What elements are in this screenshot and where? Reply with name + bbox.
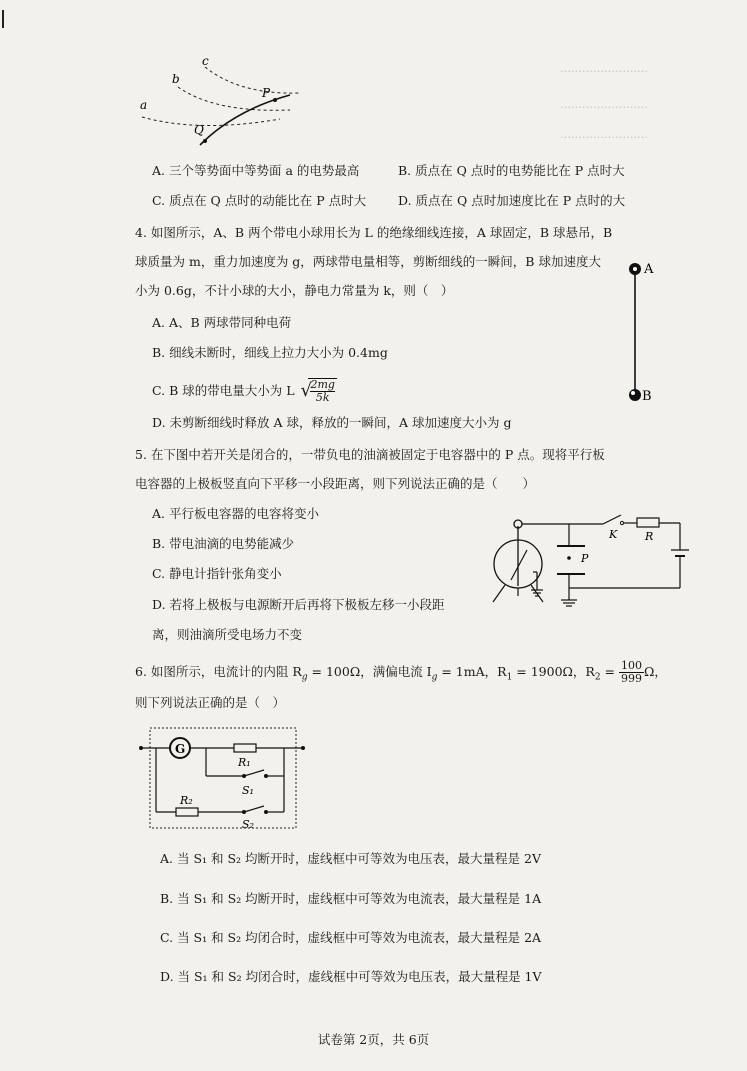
edge-mark [2, 10, 4, 28]
q4-option-b: B. 细线未断时，细线上拉力大小为 0.4mg [152, 345, 388, 360]
q6-stem-line2: 则下列说法正确的是（ ） [135, 695, 286, 710]
q3-option-d: D. 质点在 Q 点时加速度比在 P 点时的大 [398, 193, 626, 208]
q4-option-c [152, 378, 337, 405]
q5-option-a: A. 平行板电容器的电容将变小 [152, 506, 319, 521]
s1-label: S₁ [242, 784, 254, 797]
q4-option-d: D. 未剪断细线时释放 A 球，释放的一瞬间，A 球加速度大小为 g [152, 415, 512, 430]
q4-stem-line3: 小为 0.6g，不计小球的大小，静电力常量为 k，则（ ） [135, 283, 454, 298]
q6-sub-g: g [431, 672, 438, 683]
q3-option-b: B. 质点在 Q 点时的电势能比在 P 点时大 [398, 163, 625, 178]
q4-stem-line1: 4. 如图所示，A、B 两个带电小球用长为 L 的绝缘细线连接，A 球固定，B 球悬吊，B [135, 225, 613, 240]
q6-sub-2: 2 [594, 672, 601, 683]
ball-b-label: B [642, 389, 652, 404]
q5-stem-line2: 电容器的上极板竖直向下平移一小段距离，则下列说法正确的是（ ） [135, 476, 536, 491]
q6-option-d: D. 当 S₁ 和 S₂ 均闭合时，虚线框中可等效为电压表，最大量程是 1V [160, 969, 542, 984]
q6-text: Ω， [643, 664, 667, 679]
galvanometer-label: G [175, 742, 186, 756]
q4-stem-line2: 球质量为 m，重力加速度为 g，两球带电量相等，剪断细线的一瞬间，B 球加速度大 [135, 254, 601, 269]
q5-option-b: B. 带电油滴的电势能减少 [152, 536, 295, 551]
q6-text: 6. 如图所示，电流计的内阻 R [135, 664, 302, 679]
q6-text: = [600, 664, 619, 679]
q4-frac-den: 5k [315, 391, 330, 404]
q3-option-a: A. 三个等势面中等势面 a 的电势最高 [152, 163, 360, 178]
q4-sqrt-fraction: $\frac{2mg}{5k}$ √ [300, 378, 335, 404]
r2-label: R₂ [180, 794, 193, 807]
q6-frac-den: 999 [620, 672, 642, 685]
q6-frac-num: 100 [620, 659, 642, 672]
s2-label: S₂ [242, 818, 254, 831]
q6-text: = 1mA，R [437, 664, 507, 679]
q6-galvanometer-circuit-figure [138, 724, 308, 834]
q3-equipotential-figure [130, 55, 310, 155]
q6-option-b: B. 当 S₁ 和 S₂ 均断开时，虚线框中可等效为电流表，最大量程是 1A [160, 891, 542, 906]
label-q: Q [194, 123, 204, 137]
q4-frac-num: 2mg [310, 378, 335, 391]
ball-a-label: A [644, 262, 654, 277]
q6-text: = 100Ω，满偏电流 I [307, 664, 432, 679]
q6-fraction [619, 660, 644, 685]
label-p: P [262, 86, 271, 100]
q6-sub-g: g [301, 672, 308, 683]
q5-capacitor-circuit-figure [485, 512, 690, 622]
q6-option-c: C. 当 S₁ 和 S₂ 均闭合时，虚线框中可等效为电流表，最大量程是 2A [160, 930, 542, 945]
label-k: K [609, 528, 618, 541]
label-p: P [581, 552, 589, 565]
q5-option-d-line2: 离，则油滴所受电场力不变 [152, 627, 303, 642]
q5-option-d-line1: D. 若将上极板与电源断开后再将下极板左移一小段距 [152, 597, 445, 612]
q3-option-c: C. 质点在 Q 点时的动能比在 P 点时大 [152, 193, 367, 208]
q6-text: = 1900Ω，R [512, 664, 595, 679]
q5-stem-line1: 5. 在下图中若开关是闭合的，一带负电的油滴被固定于电容器中的 P 点。现将平行板 [135, 447, 605, 462]
label-c: c [202, 55, 209, 68]
q6-option-a: A. 当 S₁ 和 S₂ 均断开时，虚线框中可等效为电压表，最大量程是 2V [160, 851, 541, 866]
q5-option-c: C. 静电计指针张角变小 [152, 566, 282, 581]
bleed-text: …………………… [560, 128, 648, 141]
q4-option-c-text: C. B 球的带电量大小为 L [152, 383, 295, 398]
q6-stem-line1 [135, 660, 667, 686]
page-footer: 试卷第 2页，共 6页 [317, 1032, 430, 1047]
bleed-text: …………………… [560, 62, 648, 75]
bleed-text: …………………… [560, 98, 648, 111]
label-b: b [172, 72, 180, 86]
q4-two-balls-figure [620, 258, 670, 406]
r1-label: R₁ [238, 756, 251, 769]
q6-sub-1: 1 [506, 672, 513, 683]
label-r: R [645, 530, 654, 543]
q4-option-a: A. A、B 两球带同种电荷 [152, 315, 292, 330]
label-a: a [140, 98, 148, 112]
